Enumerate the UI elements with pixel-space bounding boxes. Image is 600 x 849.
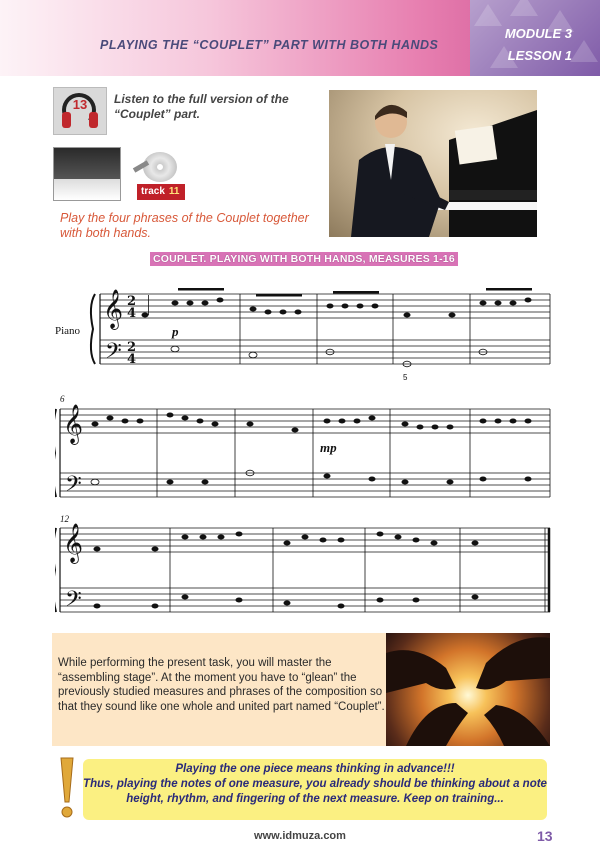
dynamic-p: p	[172, 324, 179, 339]
instrument-label: Piano	[55, 325, 81, 337]
pianist-photo	[329, 90, 537, 237]
info-text: While performing the present task, you will master the “assembling stage”. At the moment you have to “glean” the previously studied measures and phrases of the composition so that they sound like one whole and united part named “Couplet”.	[58, 657, 385, 713]
measure-number-12: 12	[60, 514, 69, 524]
play-instruction: Play the four phrases of the Couplet together with both hands.	[60, 211, 309, 240]
track-number: 11	[168, 186, 180, 197]
tip-text	[83, 762, 547, 807]
lesson-label: LESSON 1	[507, 48, 572, 63]
puzzle-hands-photo	[386, 633, 550, 746]
time-sig-top-1: 2	[127, 294, 137, 309]
bass-extra-fingering: 5	[403, 373, 408, 382]
dynamic-mp: mp	[320, 440, 337, 455]
system-2	[55, 409, 550, 497]
footer-url[interactable]: www.idmuza.com	[254, 830, 346, 842]
time-sig-bottom-2: 4	[127, 352, 137, 367]
cd-icon	[133, 152, 179, 182]
headphones-icon[interactable]	[53, 87, 107, 135]
module-label: MODULE 3	[504, 26, 572, 41]
time-sig-bottom-1: 4	[127, 306, 137, 321]
bass-clef: 𝄢	[105, 339, 122, 369]
section-title: COUPLET. PLAYING WITH BOTH HANDS, MEASURES 1-16	[150, 252, 458, 266]
header-title: PLAYING THE “COUPLET” PART WITH BOTH HANDS	[100, 38, 439, 52]
time-sig-top-2: 2	[127, 340, 137, 355]
tip-line-2: Thus, playing the notes of one measure, you already should be thinking about a note height, rhythm, and fingering of the next measure. Keep on training...	[83, 778, 547, 805]
page-number: 13	[537, 828, 553, 844]
bass-clef-3: 𝄢	[65, 587, 82, 617]
bass-clef-2: 𝄢	[65, 472, 82, 502]
treble-clef-3: 𝄞	[63, 523, 84, 563]
track-badge[interactable]	[137, 184, 185, 200]
listen-instruction: Listen to the full version of the “Couplet” part.	[114, 92, 289, 121]
treble-clef: 𝄞	[103, 289, 124, 329]
treble-clef-2: 𝄞	[63, 404, 84, 444]
tip-line-1: Playing the one piece means thinking in advance!!!	[175, 763, 455, 775]
audio-number: 13	[72, 97, 88, 112]
track-label: track	[141, 186, 165, 197]
sheet-music	[55, 270, 555, 630]
exclamation-icon	[57, 756, 77, 820]
hands-on-keys-image	[53, 147, 121, 201]
measure-number-6: 6	[60, 394, 65, 404]
